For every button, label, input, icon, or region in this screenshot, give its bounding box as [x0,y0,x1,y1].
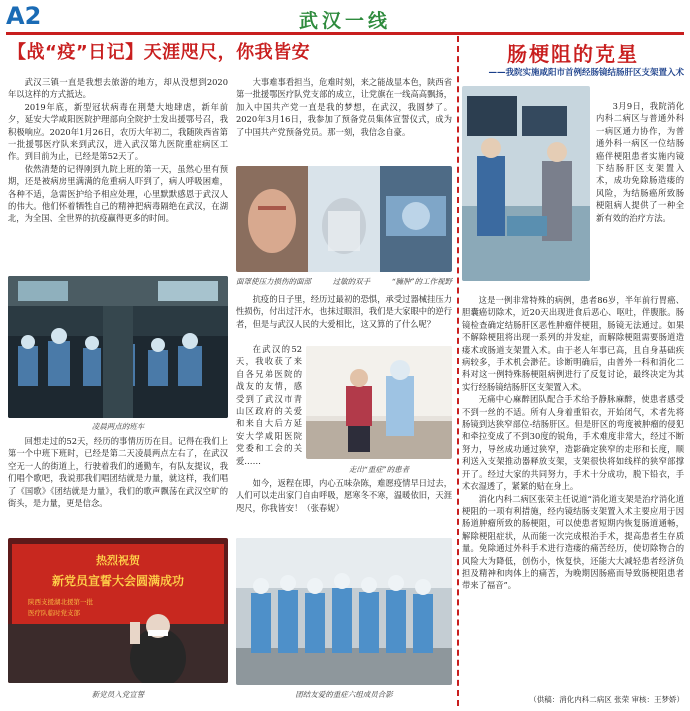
article2-footer: （供稿：消化内科二病区 张荣 审核：王梦娇） [529,695,684,704]
article1-col-a2 [8,435,228,509]
paragraph-text: 如今，返程在即，内心五味杂陈，难愿疫情早日过去，人们可以走出家门自由呼吸，愿寒冬不寒，温暖依旧，天涯咫尺，你我皆安！ [236,478,452,513]
endoscopy-photo [462,86,590,281]
paragraph: 回想走过的52天，经历的事情历历在目。记得在我们上第一个中班下班时，已经是第二天凌晨两点左右了，在武汉空无一人的街道上，行驶着我们的通勤车，有队友提议，我们唱个歌吧，我说那我们唱团结就是力量，就这样，我们唱了《国歌》《团结就是力量》，我们的歌声飘荡在武汉空旷的街头，是力量，更是信念。 [8,436,228,509]
endoscopy-image [462,86,590,281]
caption-ppe-view: “臃肿”的工作视野 [391,277,452,286]
caption-ppe-hands: 过敏的双手 [332,277,371,286]
ppe-images [236,166,452,272]
column-divider [457,36,459,706]
article1-col-b [236,76,452,138]
article2-col-side [596,100,684,224]
article1-col-b4 [236,477,452,514]
caption-ppe-face: 面罩使压力损伤的面部 [236,277,311,286]
paragraph: 消化内科二病区张荣主任说道“消化道支架是治疗消化道梗阻的一项有利措施，经内镜结肠支架置入术主要应用于因肠道肿瘤所致的肠梗阻，可以使患者短期内恢复肠道通畅，解除梗阻症状，从而能一次完成根治手术，提高患者生存质量。免除通过外科手术进行造瘘的痛苦经历，使切除物合的风险大为降低，创伤小，恢复快，还能大大减轻患者经济负担及精神和肉体上的痛苦，为晚期因肠癌而导致肠梗阻患者带来了福音”。 [462,493,684,591]
bus-interior-image [8,276,228,418]
header-rule [6,32,684,35]
caption-patient: 走出“重症”的患者 [348,465,410,474]
paragraph: 武汉三镇一直是我想去旅游的地方，却从没想到2020年以这样的方式抵达。 [8,77,228,100]
paragraph: 3月9日，我院消化内科二病区与普通外科一病区通力协作，为普通外科一病区一位结肠癌伴梗阻患者实施内镜下结肠肝区支架置入术，成功免除肠造瘘的风险，为结肠癌所致肠梗阻病人提供了一种全新有效的治疗方法。 [596,101,684,223]
caption-oath: 新党员入党宣誓 [91,690,145,699]
article2-subtitle: ——我院实施咸阳市首例经肠镜结肠肝区支架置入术 [488,68,684,78]
paragraph: 抗疫的日子里，经历过最初的恐惧，承受过器械挂压力性损伤，付出过汗水，也抹过眼泪，我们是大家眼中的逆行者，但是与武汉人民的大爱相比，这又算的了什么呢？ [236,294,452,329]
author: （张春妮） [302,502,344,513]
team-photo [236,538,452,685]
banner-small1: 陕西支援湖北援第一批 [28,598,93,606]
page-number: A2 [6,2,42,30]
caption-team: 团结友爱的重症六组成员合影 [295,690,393,699]
paragraph [236,477,452,514]
ppe-photo-strip [236,166,452,272]
banner-small2: 医疗队临时党支部 [28,609,80,617]
article2-body [462,294,684,592]
article2-title: 肠梗阻的克星 [507,42,639,66]
paragraph: 这是一例非常特殊的病例，患者86岁，半年前行胃癌、胆囊癌切除术，近20天出现进食后恶心、呕吐，伴腹胀。肠镜检查确定结肠肝区恶性肿瘤伴梗阻，肠镜无法通过。如果不解除梗阻将出现一系列的并发症，而解除梗阻需要肠道造瘘术或肠道支架置入术。由于老人年事已高，且自身基础疾病较多，手术机会渺茫。诊断明确后，由普外一科和消化二科对这一例特殊肠梗阻病例进行了反复讨论，最终决定为其实行经肠镜结肠肝区支架置入术。 [462,295,684,392]
article1-col-b3 [236,343,302,467]
section-title: 武汉一线 [298,10,391,32]
article1-col-b2 [236,293,452,330]
paragraph: 2019年底，新型冠状病毒在荆楚大地肆虐，新年前夕，延安大学咸阳医院护理部向全院护士发出援鄂号召，我积极响应。2020年1月26日，农历大年初二，我随陕西省第一批援鄂医疗队来到武汉，进入武汉第九医院重症病区工作。到目前为止，已经是第52天了。 [8,101,228,162]
caption-ppe [236,276,452,287]
page-header [0,0,690,34]
patient-image [306,346,452,459]
caption-bus: 凌晨两点的班车 [91,422,145,431]
patient-photo [306,346,452,459]
banner-line1: 热烈祝贺 [96,554,140,567]
paragraph: 依然清楚的记得刚到九院上班的第一天，虽然心里有预期，还是被病房里满满的危重病人吓到了，病人呼吸困难，各种不适，急需医护给予相应处理，心里默默感恩于武汉人的伟大。他们怀着牺牲自己的精神把病毒隔绝在武汉，在湖北，为全国、全世界的抗疫赢得更多的时间。 [8,163,228,224]
article1-col-a [8,76,228,225]
bus-photo [8,276,228,418]
paragraph: 无痛中心麻醉团队配合手术给予静脉麻醉，使患者感受不到一丝的不适。所有人身着重铅衣，开始闭气，术者先将肠镜到达狭窄部位-结肠肝区。但是肝区的弯度被肿瘤的侵犯和牵拉变成了不到30度的锐角，手术难度非常大，经过不断努力，导丝成功通过狭窄，造影确定狭窄的走形和长度，顺利送入支架推动器释放支架，支架很快将如线样的狭窄部撑开了。经过大家的共同努力，手术十分成功，脱下铅衣，手术衣湿透了，紧紧的贴在身上。 [462,394,684,492]
article1-title: 【战“疫”日记】天涯咫尺，你我皆安 [8,42,311,63]
oath-photo [8,538,228,683]
banner-line2: 新党员宣誓大会圆满成功 [51,574,184,588]
paragraph: 在武汉的52天，我收获了来自各兄弟医院的战友的友情，感受到了武汉市青山区政府的关爱和来自大后方延安大学咸阳医院党委和工会的关爱…… [236,344,302,466]
team-image [236,538,452,685]
paragraph: 大事难事看担当，危难时刻，来之能战显本色，陕西省第一批援鄂医疗队党支部的成立，让党旗在一线高高飘扬，加入中国共产党一直是我的梦想，在武汉，我圆梦了。2020年3月16日，我参加了预备党员集体宣誓仪式，成为了中国共产党预备党员。那一刻，我信念自豪。 [236,77,452,137]
